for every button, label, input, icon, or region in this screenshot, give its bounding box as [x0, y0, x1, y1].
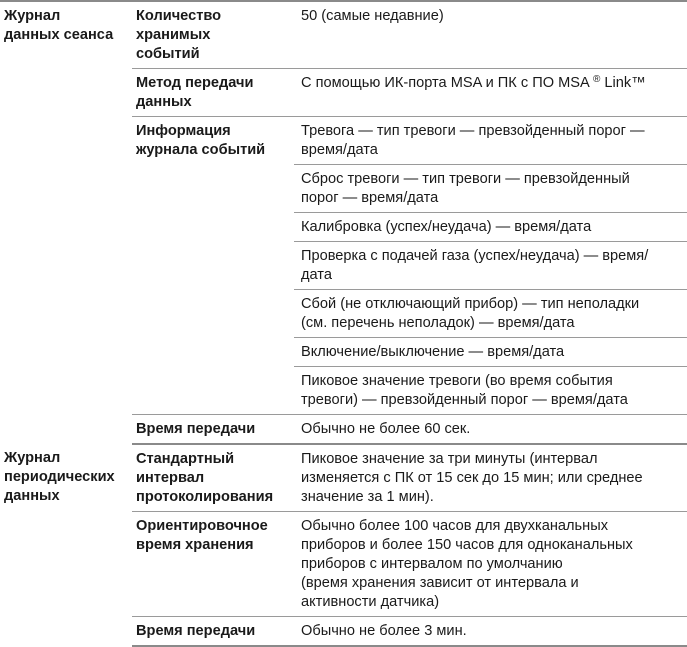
row-label: Ориентировочное время хранения: [132, 512, 294, 617]
table-row: [0, 444, 687, 512]
row-label: Количество хранимых событий: [132, 1, 294, 69]
table-row: [0, 1, 687, 69]
value-text: Link™: [600, 75, 646, 91]
row-label: Информация журнала событий: [132, 117, 294, 415]
event-info-item: Сброс тревоги — тип тревоги — превзойденный порог — время/дата: [294, 165, 687, 213]
session-log-heading: Журнал данных сеанса: [0, 1, 132, 444]
periodic-log-heading: Журнал периодических данных: [4, 450, 115, 504]
row-label: Стандартный интервал протоколирования: [136, 451, 274, 505]
row-label: Время передачи: [132, 415, 294, 445]
row-value: 50 (самые недавние): [294, 1, 687, 69]
event-info-item: Калибровка (успех/неудача) — время/дата: [294, 213, 687, 242]
event-info-item: Проверка с подачей газа (успех/неудача) — время/ дата: [294, 242, 687, 290]
value-text: С помощью ИК-порта MSA и ПК с ПО MSA: [301, 75, 593, 91]
event-info-item: Тревога — тип тревоги — превзойденный порог — время/дата: [294, 117, 687, 165]
row-value: [294, 69, 687, 117]
registered-mark: ®: [592, 74, 601, 85]
row-value: Пиковое значение за три минуты (интервал изменяется с ПК от 15 сек до 15 мин; или среднее значение за 1 мин).: [301, 451, 643, 505]
event-info-item: Включение/выключение — время/дата: [294, 338, 687, 367]
row-label: Время передачи: [132, 617, 294, 647]
row-label: Метод передачи данных: [132, 69, 294, 117]
event-info-item: Пиковое значение тревоги (во время события тревоги) — превзойденный порог — время/дата: [294, 367, 687, 415]
row-value: Обычно более 100 часов для двухканальных приборов и более 150 часов для одноканальных приборов с интервалом по умолчанию (время хранения зависит от интервала и активности датчика): [294, 512, 687, 617]
row-value: Обычно не более 60 сек.: [294, 415, 687, 445]
row-value: Обычно не более 3 мин.: [294, 617, 687, 647]
event-info-item: Сбой (не отключающий прибор) — тип неполадки (см. перечень неполадок) — время/дата: [294, 290, 687, 338]
